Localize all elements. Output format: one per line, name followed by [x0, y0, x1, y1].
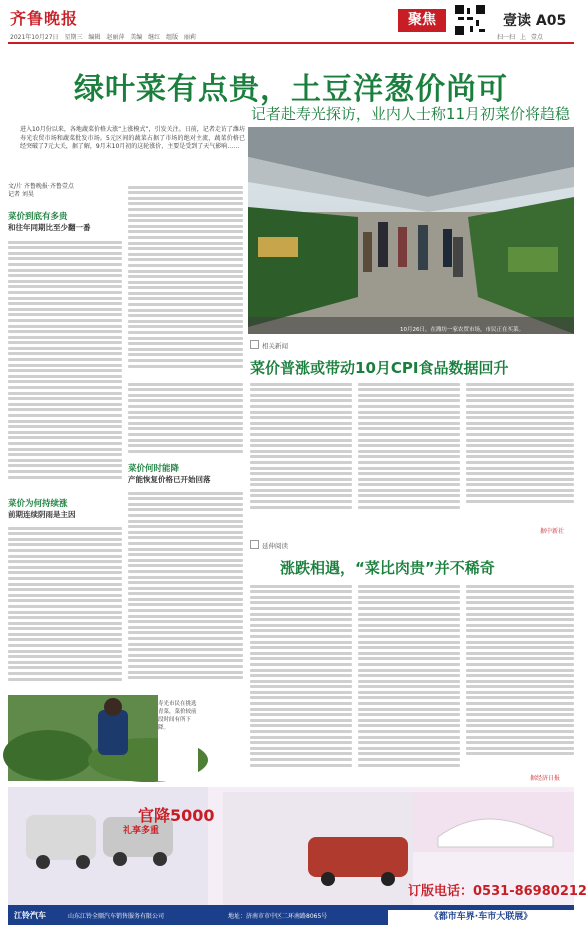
market-photo — [248, 127, 574, 334]
body-text-col2b — [128, 380, 243, 460]
qr-labels — [497, 32, 543, 41]
byline-outlet: 文/片 齐鲁晚报·齐鲁壹点 — [8, 183, 74, 190]
page-number: A05 — [535, 13, 567, 29]
ad-promo-sub: 礼享多重 — [123, 826, 160, 836]
byline-reporter: 记者 刘昊 — [8, 191, 34, 198]
section-subtitle-2: 前期连续阴雨是主因 — [8, 510, 76, 519]
edition-name: 壹读 — [503, 13, 531, 29]
main-headline: 绿叶菜有点贵，土豆洋葱价尚可 — [74, 72, 508, 107]
section-title-3: 菜价何时能降 — [128, 464, 180, 474]
extended-text-col1 — [250, 582, 352, 780]
proofreader-credit: 组版 丽莉 — [166, 34, 197, 41]
section-title-2: 菜价为何持续涨 — [8, 499, 68, 509]
body-text-col1b — [8, 524, 122, 689]
qr-code-icon[interactable] — [455, 5, 485, 35]
sub-headline: 记者赴寿光探访，业内人士称11月初菜价将趋稳 — [250, 105, 570, 123]
section-title-1: 菜价到底有多贵 — [8, 212, 68, 222]
editor-credit: 编辑 赵丽萍 — [88, 34, 125, 41]
ad-hotline-label: 订版电话： — [408, 884, 474, 899]
body-text-col2c — [128, 489, 243, 694]
extended-reading-title: 涨跌相遇，“菜比肉贵”并不稀奇 — [280, 559, 495, 577]
section-subtitle-3: 产能恢复价格已开始回落 — [128, 475, 211, 484]
body-text-col1a — [8, 238, 122, 488]
ad-hotline-number: 0531-86980212 — [473, 884, 587, 899]
ad-brand: 江铃汽车 — [14, 911, 46, 920]
issue-info — [10, 32, 196, 41]
ad-column-title: 《都市车界·车市大联展》 — [388, 910, 574, 925]
extended-reading-tag: 延伸阅读 — [250, 540, 288, 550]
extended-text-col3 — [466, 582, 574, 770]
ad-hotline[interactable] — [408, 880, 587, 899]
related-text-col2 — [358, 380, 460, 520]
related-news-title: 菜价普涨或带动10月CPI食品数据回升 — [250, 359, 509, 377]
ad-address: 地址：济南市市中区二环南路8065号 — [228, 913, 328, 920]
related-news-tag: 相关新闻 — [250, 340, 288, 350]
newspaper-logo: 齐鲁晚报 — [10, 9, 79, 28]
section-subtitle-1: 和往年同期比至少翻一番 — [8, 223, 91, 232]
issue-date: 2021年10月27日 — [10, 34, 59, 41]
related-news-source: 据中新社 — [540, 528, 565, 535]
side-photo-caption: 寿光市民在挑选青菜，菜价较前段时间有所下降。 — [158, 701, 197, 731]
edition-label — [503, 10, 566, 30]
issue-weekday: 星期三 — [64, 34, 83, 41]
qr-label-scan: 扫一扫 — [497, 34, 516, 41]
masthead-rule — [8, 42, 574, 44]
section-tab: 聚焦 — [398, 9, 446, 32]
lead-paragraph: 进入10月份以来，各地蔬菜价格大涨“上涨模式”，引发关注。日前，记者走访了潍坊寿光农贸市场和蔬菜批发市场。5元区间的蔬菜占据了市场的绝对主流，蔬菜价格已经突破了7元大关，据了解，9月末10月初的这轮涨价，主要是受到了天气影响…… — [20, 126, 245, 151]
qr-label-app: 上 壹点 — [519, 34, 543, 41]
related-text-col3 — [466, 380, 574, 520]
designer-credit: 美编 继红 — [130, 34, 161, 41]
byline — [8, 183, 74, 199]
extended-text-col2 — [358, 582, 460, 780]
related-text-col1 — [250, 380, 352, 520]
photo-caption: 10月26日，在潍坊一家农贸市场，市民正在买菜。 — [400, 327, 524, 333]
ad-dealer: 山东江铃全顺汽车销售服务有限公司 — [68, 913, 165, 920]
body-text-col2a — [128, 183, 243, 378]
extended-reading-source: 据经济日报 — [530, 775, 561, 782]
ad-promo: 官降5000 — [138, 806, 215, 825]
